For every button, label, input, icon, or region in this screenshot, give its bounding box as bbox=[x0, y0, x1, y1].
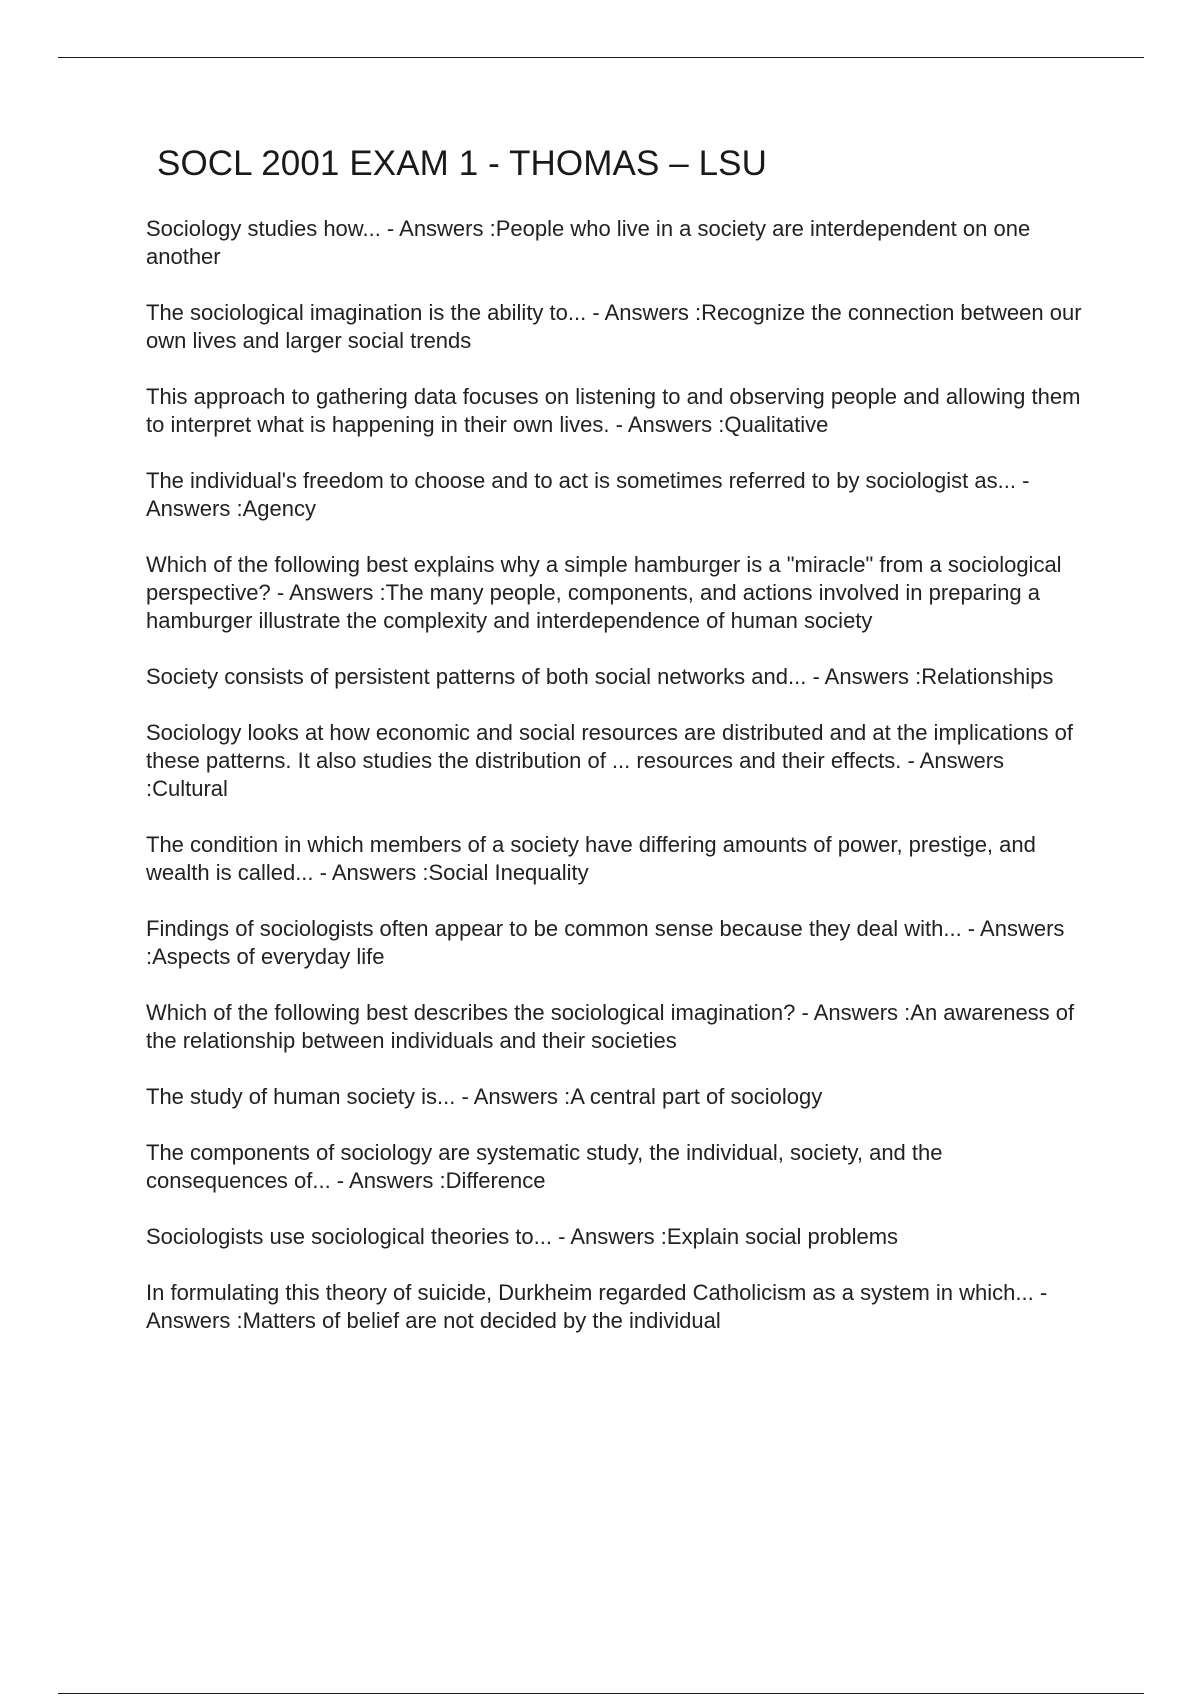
qa-item: The sociological imagination is the ability to... - Answers :Recognize the connection between our own lives and larger social trends bbox=[146, 300, 1082, 353]
qa-item: Sociologists use sociological theories to... - Answers :Explain social problems bbox=[146, 1224, 899, 1249]
qa-item: Findings of sociologists often appear to be common sense because they deal with... - Answers :Aspects of everyday life bbox=[146, 916, 1065, 969]
qa-item: The study of human society is... - Answers :A central part of sociology bbox=[146, 1084, 823, 1109]
qa-item: Sociology studies how... - Answers :People who live in a society are interdependent on one another bbox=[146, 216, 1031, 269]
qa-item: Which of the following best explains why a simple hamburger is a "miracle" from a sociological perspective? - Answers :The many people, components, and actions involved in preparing a hamburger illustrate the complexity and interdependence of human society bbox=[146, 552, 1062, 633]
page-title: SOCL 2001 EXAM 1 - THOMAS – LSU bbox=[157, 144, 767, 183]
qa-item: The condition in which members of a society have differing amounts of power, prestige, and wealth is called... - Answers :Social Inequality bbox=[146, 832, 1036, 885]
qa-item: In formulating this theory of suicide, Durkheim regarded Catholicism as a system in which... - Answers :Matters of belief are not decided by the individual bbox=[146, 1280, 1048, 1333]
qa-list bbox=[146, 215, 1090, 1363]
qa-item: Society consists of persistent patterns of both social networks and... - Answers :Relationships bbox=[146, 664, 1054, 689]
qa-item: Sociology looks at how economic and social resources are distributed and at the implications of these patterns. It also studies the distribution of ... resources and their effects. - Answers :Cultural bbox=[146, 720, 1073, 801]
qa-item: The individual's freedom to choose and to act is sometimes referred to by sociologist as... - Answers :Agency bbox=[146, 468, 1030, 521]
bottom-rule bbox=[58, 1693, 1144, 1694]
qa-item: The components of sociology are systematic study, the individual, society, and the consequences of... - Answers :Difference bbox=[146, 1140, 943, 1193]
qa-item: Which of the following best describes the sociological imagination? - Answers :An awareness of the relationship between individuals and their societies bbox=[146, 1000, 1075, 1053]
top-rule bbox=[58, 57, 1144, 58]
qa-item: This approach to gathering data focuses on listening to and observing people and allowing them to interpret what is happening in their own lives. - Answers :Qualitative bbox=[146, 384, 1081, 437]
